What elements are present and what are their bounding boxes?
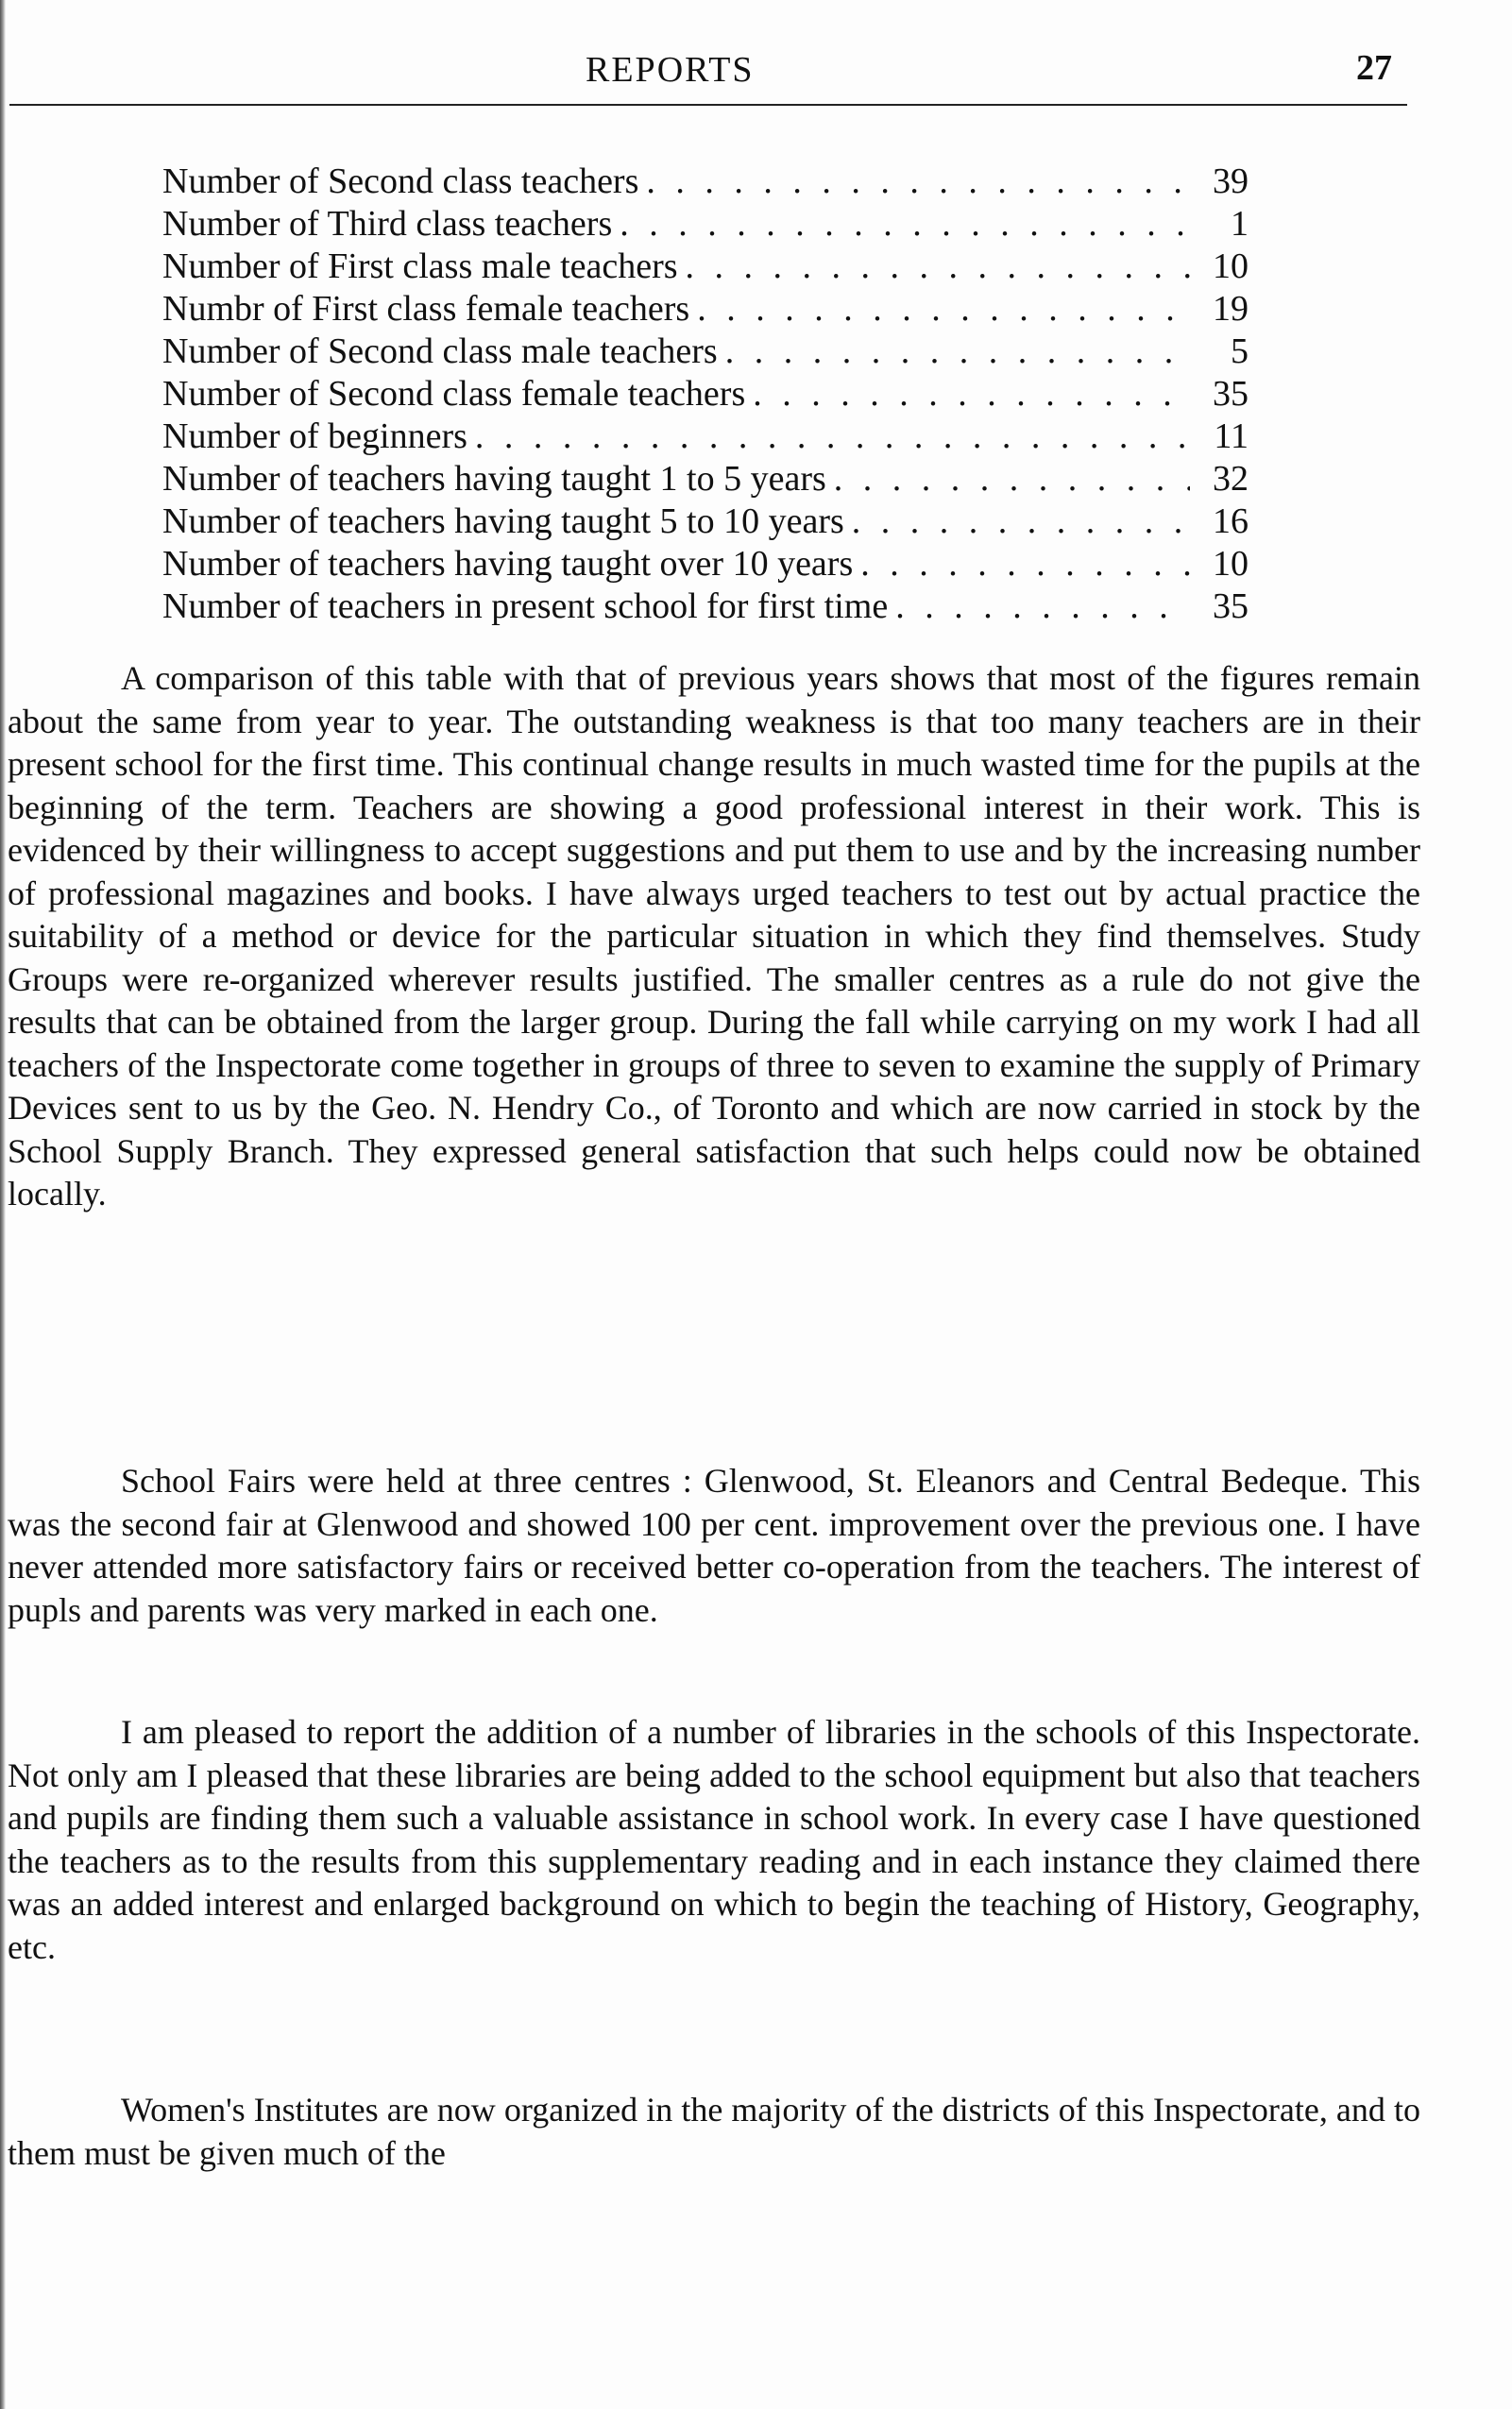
paragraph-womens-institutes (8, 2089, 1420, 2175)
page-number: 27 (1356, 48, 1392, 88)
stat-label: Number of teachers having taught over 10 years (162, 544, 854, 584)
stat-row (162, 331, 1249, 373)
stat-row (162, 458, 1249, 500)
stat-value: 32 (1213, 459, 1249, 499)
stat-value: 10 (1213, 544, 1249, 584)
stat-value: 1 (1231, 204, 1249, 244)
dot-leader (895, 585, 1190, 628)
running-head: REPORTS (586, 50, 755, 90)
stat-value: 39 (1213, 161, 1249, 201)
stat-row (162, 585, 1249, 628)
teacher-statistics-table (162, 161, 1249, 628)
page-edge-shadow (0, 0, 6, 2409)
stat-value: 5 (1231, 331, 1249, 371)
dot-leader (697, 288, 1190, 331)
stat-row (162, 416, 1249, 458)
dot-leader (620, 203, 1190, 246)
header-rule (9, 104, 1407, 106)
stat-row (162, 203, 1249, 246)
paragraph-comparison (8, 657, 1420, 1216)
stat-value: 10 (1213, 246, 1249, 286)
stat-label: Number of Second class male teachers (162, 331, 718, 371)
dot-leader (852, 500, 1190, 543)
stat-label: Number of teachers having taught 5 to 10 years (162, 501, 844, 541)
stat-label: Number of First class male teachers (162, 246, 678, 286)
paragraph-school-fairs (8, 1460, 1420, 1632)
stat-label: Number of beginners (162, 416, 467, 456)
stat-row (162, 373, 1249, 416)
stat-value: 11 (1214, 416, 1249, 456)
dot-leader (834, 458, 1190, 500)
stat-label: Number of teachers having taught 1 to 5 years (162, 459, 826, 499)
stat-row (162, 543, 1249, 585)
dot-leader (860, 543, 1190, 585)
stat-label: Number of Second class teachers (162, 161, 639, 201)
stat-value: 35 (1213, 374, 1249, 414)
stat-value: 35 (1213, 586, 1249, 626)
stat-label: Number of Third class teachers (162, 204, 613, 244)
stat-row (162, 288, 1249, 331)
paragraph-text: I am pleased to report the addition of a number of libraries in the schools of this Inspectorate. Not only am I pleased that these libraries are being added to the school equipment but also that teachers and pupils are finding them such a valuable assistance in school work. In every case I have questioned the teachers as to the results from this supplementary reading and in each instance they claimed there was an added interest and enlarged background on which to begin the teaching of History, Geography, etc. (8, 1713, 1420, 1966)
stat-row (162, 161, 1249, 203)
stat-label: Number of teachers in present school for first time (162, 586, 889, 626)
stat-label: Number of Second class female teachers (162, 374, 746, 414)
page-header (0, 49, 1512, 106)
paragraph-text: Women's Institutes are now organized in the majority of the districts of this Inspectorate, and to them must be given much of the (8, 2091, 1420, 2172)
paragraph-libraries (8, 1711, 1420, 1969)
stat-label: Numbr of First class female teachers (162, 289, 690, 329)
dot-leader (475, 416, 1190, 458)
dot-leader (646, 161, 1190, 203)
stat-row (162, 246, 1249, 288)
paragraph-text: School Fairs were held at three centres : Glenwood, St. Eleanors and Central Bedeque. This was the second fair at Glenwood and showed 100 per cent. improvement over the previous one. I have never attended more satisfactory fairs or received better co-operation from the teachers. The interest of pupls and parents was very marked in each one. (8, 1462, 1420, 1629)
dot-leader (686, 246, 1190, 288)
stat-row (162, 500, 1249, 543)
paragraph-text: A comparison of this table with that of previous years shows that most of the figures remain about the same from year to year. The outstanding weakness is that too many teachers are in their present school for the first time. This continual change results in much wasted time for the pupils at the beginning of the term. Teachers are showing a good professional interest in their work. This is evidenced by their willingness to accept suggestions and put them to use and by the increasing number of professional magazines and books. I have always urged teachers to test out by actual practice the suitability of a method or device for the particular situation in which they find themselves. Study Groups were re-organized wherever results justified. The smaller centres as a rule do not give the results that can be obtained from the larger group. During the fall while carrying on my work I had all teachers of the Inspectorate come together in groups of three to seven to examine the supply of Primary Devices sent to us by the Geo. N. Hendry Co., of Toronto and which are now carried in stock by the School Supply Branch. They expressed general satisfaction that such helps could now be obtained locally. (8, 659, 1420, 1213)
dot-leader (725, 331, 1190, 373)
dot-leader (753, 373, 1190, 416)
stat-value: 19 (1213, 289, 1249, 329)
stat-value: 16 (1213, 501, 1249, 541)
